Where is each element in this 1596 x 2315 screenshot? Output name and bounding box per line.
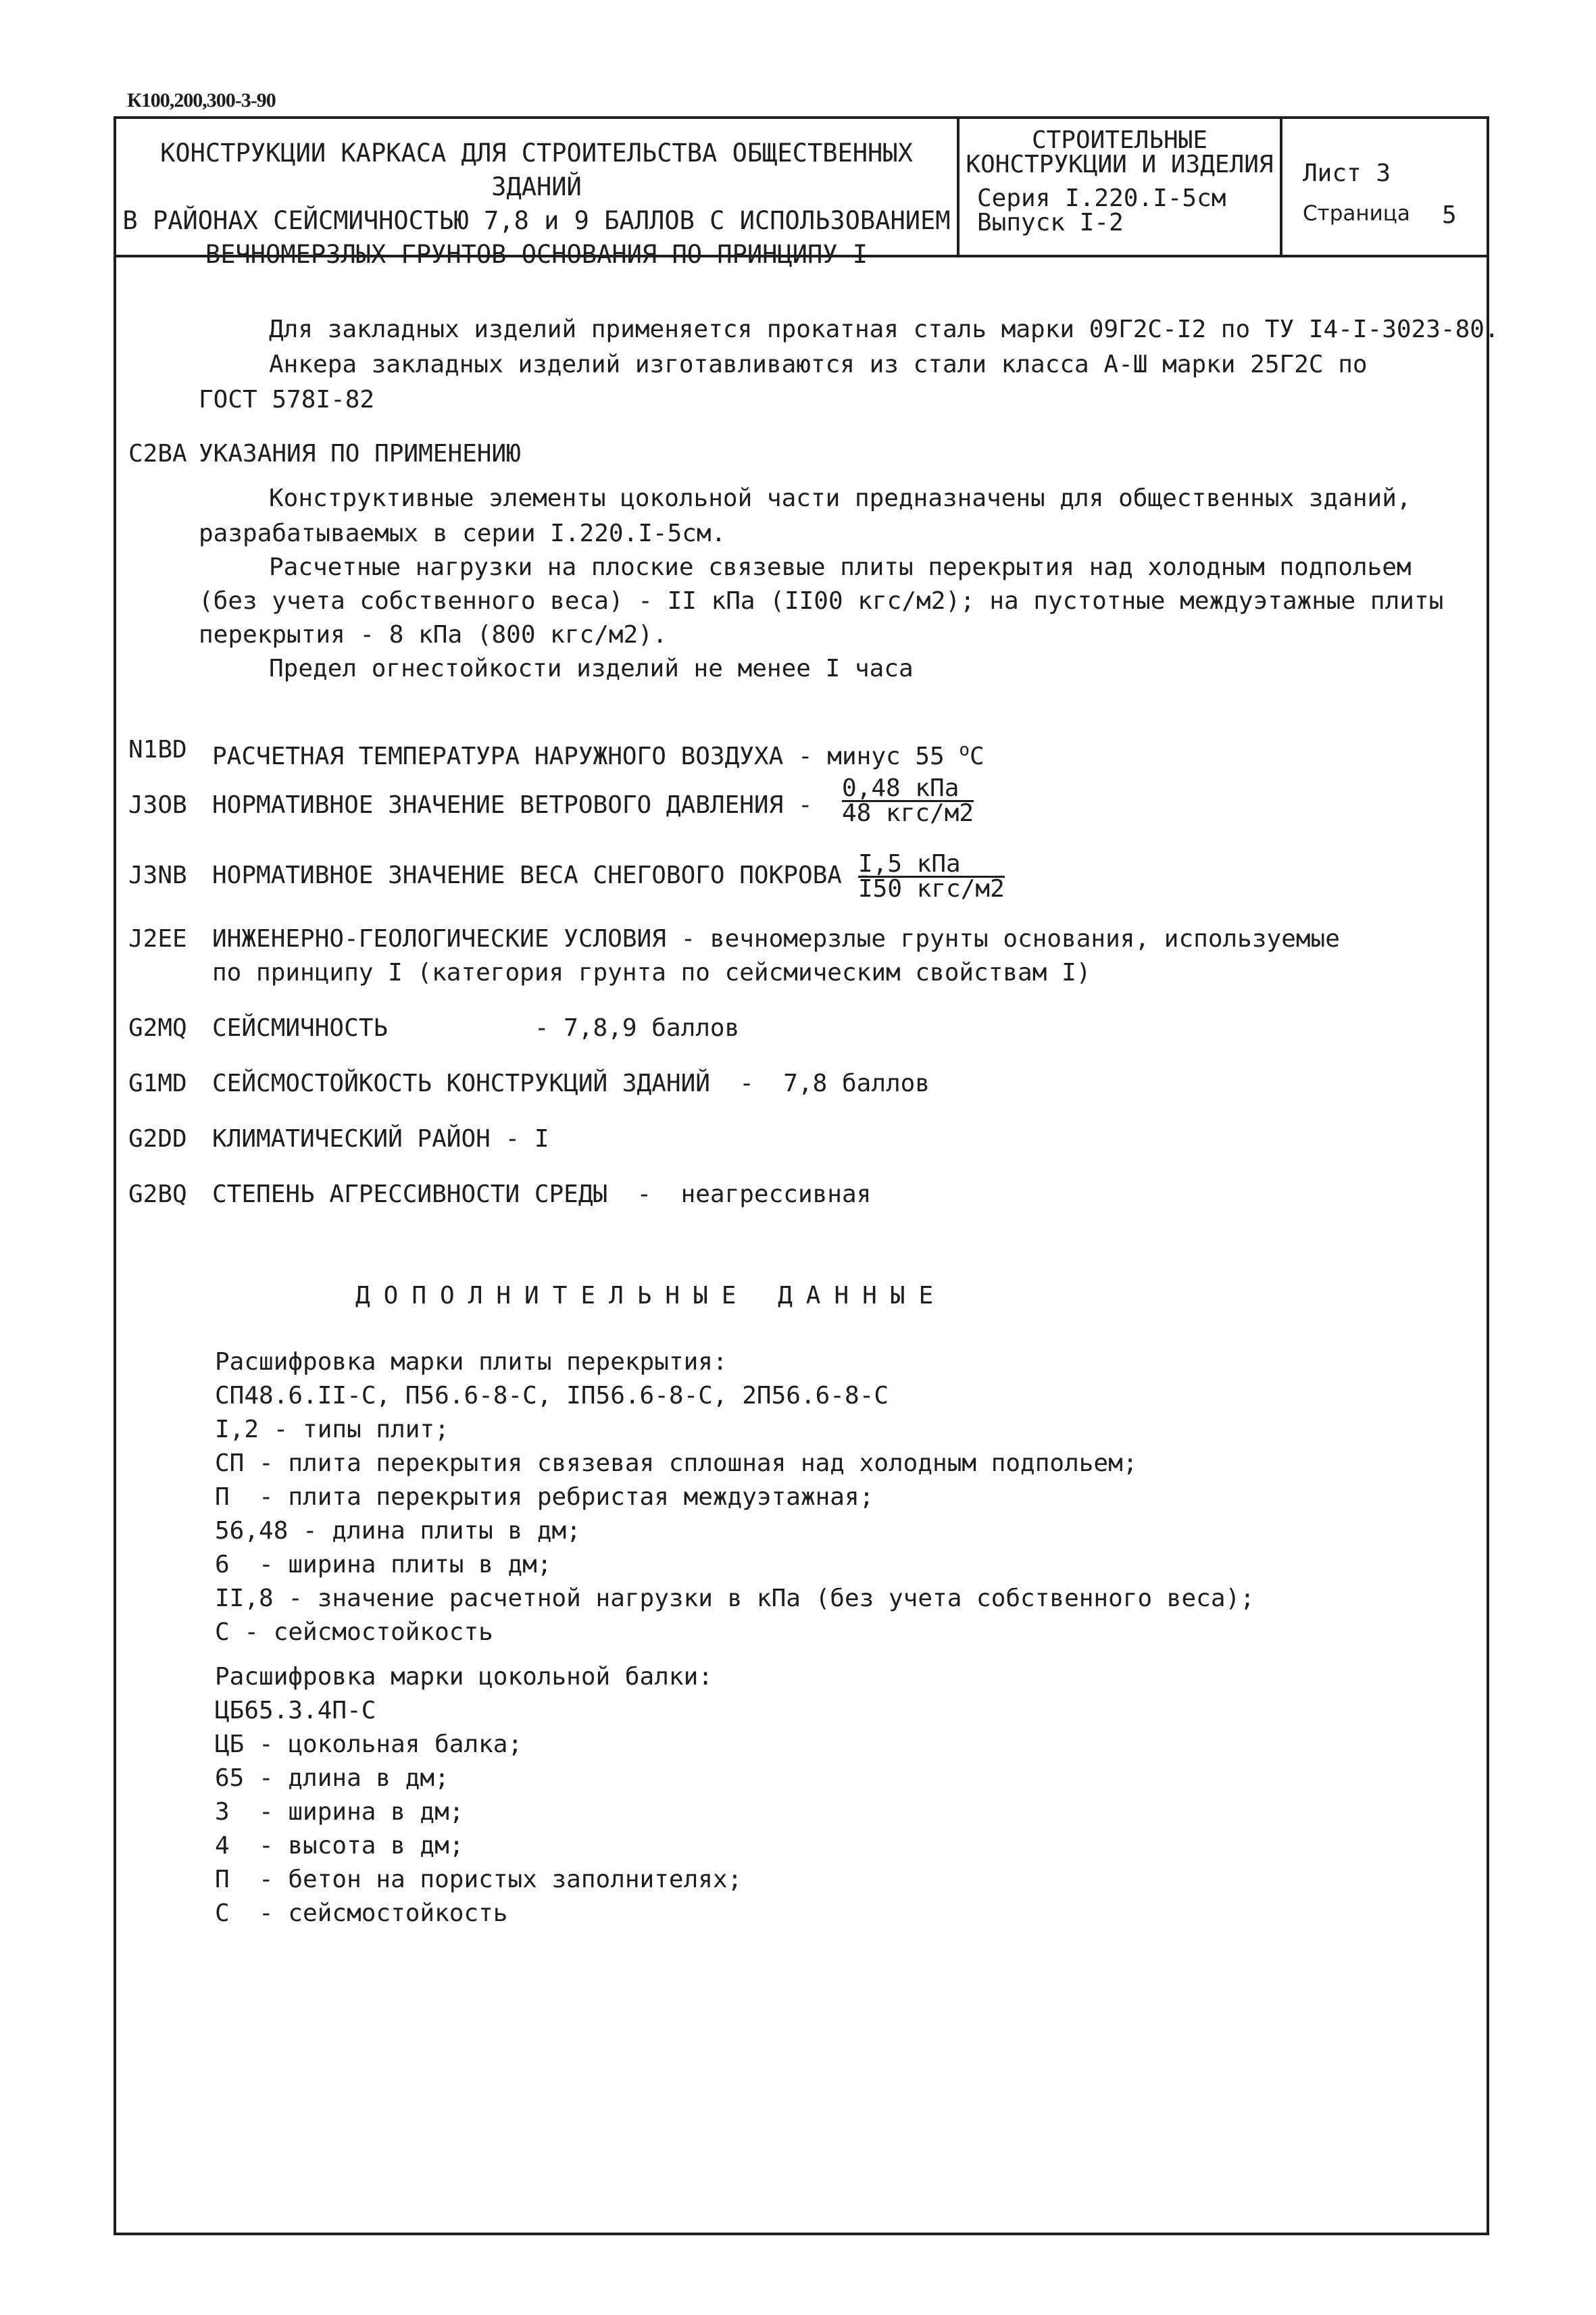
page-number: 5 [1442, 201, 1457, 229]
param-code: G1MD [128, 1070, 187, 1097]
beam-line: ЦБ - цокольная балка; [215, 1731, 523, 1758]
title-block [116, 119, 1487, 269]
intro-line: ГОСТ 578I-82 [199, 386, 375, 414]
fraction-denominator: I50 кгс/м2 [858, 875, 1005, 903]
param-label: НОРМАТИВНОЕ ЗНАЧЕНИЕ ВЕТРОВОГО ДАВЛЕНИЯ - [212, 791, 828, 819]
usage-line: Предел огнестойкости изделий не менее I часа [269, 655, 914, 682]
intro-line: Анкера закладных изделий изготавливаются из стали класса А-Ш марки 25Г2С по [269, 351, 1368, 378]
param-code: G2MQ [128, 1014, 187, 1042]
param-code: J2EE [128, 925, 187, 953]
slab-line: С - сейсмостойкость [215, 1618, 493, 1646]
beam-line: 65 - длина в дм; [215, 1764, 449, 1792]
series-head-line: КОНСТРУКЦИИ И ИЗДЕЛИЯ [966, 151, 1274, 178]
param-label: СТЕПЕНЬ АГРЕССИВНОСТИ СРЕДЫ - неагрессивная [212, 1180, 872, 1208]
additional-heading: ДОПОЛНИТЕЛЬНЫЕ ДАННЫЕ [355, 1282, 947, 1310]
page-label: Страница [1303, 201, 1410, 226]
slab-line: СП48.6.II-С, П56.6-8-С, IП56.6-8-С, 2П56.6-8-С [215, 1382, 889, 1410]
section-code: С2ВА [128, 440, 187, 468]
beam-line: 3 - ширина в дм; [215, 1798, 464, 1826]
usage-line: Расчетные нагрузки на плоские связевые плиты перекрытия над холодным подпольем [269, 553, 1412, 581]
beam-line: Расшифровка марки цокольной балки: [215, 1663, 713, 1691]
param-unit: С [970, 743, 984, 770]
param-label: ИНЖЕНЕРНО-ГЕОЛОГИЧЕСКИЕ УСЛОВИЯ - вечномерзлые грунты основания, используемые [212, 925, 1340, 953]
slab-line: II,8 - значение расчетной нагрузки в кПа (без учета собственного веса); [215, 1585, 1255, 1612]
issue-number: Выпуск I-2 [977, 209, 1124, 237]
param-code: N1BD [128, 736, 187, 764]
beam-line: П - бетон на пористых заполнителях; [215, 1866, 743, 1893]
margin-mark [114, 1473, 116, 1500]
slab-line: I,2 - типы плит; [215, 1416, 449, 1443]
stamp-series [959, 119, 1282, 255]
usage-line: Конструктивные элементы цокольной части предназначены для общественных зданий, [269, 484, 1412, 512]
param-code: G2DD [128, 1125, 187, 1153]
slab-line: 56,48 - длина плиты в дм; [215, 1517, 581, 1545]
stamp-title [116, 119, 959, 269]
param-label: СЕЙСМИЧНОСТЬ - 7,8,9 баллов [212, 1014, 740, 1042]
beam-line: 4 - высота в дм; [215, 1832, 464, 1860]
stamp-title-line: В РАЙОНАХ СЕЙСМИЧНОСТЬЮ 7,8 и 9 БАЛЛОВ С ИСПОЛЬЗОВАНИЕМ [122, 206, 951, 235]
param-code: G2BQ [128, 1180, 187, 1208]
param-label: КЛИМАТИЧЕСКИЙ РАЙОН - I [212, 1125, 549, 1153]
fraction-denominator: 48 кгс/м2 [842, 799, 974, 827]
sheet-number: Лист 3 [1303, 159, 1391, 187]
param-label: СЕЙСМОСТОЙКОСТЬ КОНСТРУКЦИЙ ЗДАНИЙ - 7,8 баллов [212, 1070, 930, 1097]
fraction-numerator: 0,48 кПа [842, 777, 974, 802]
series-head-line: СТРОИТЕЛЬНЫЕ [1031, 126, 1208, 154]
fraction-numerator: I,5 кПа [858, 853, 1005, 878]
section-title: УКАЗАНИЯ ПО ПРИМЕНЕНИЮ [199, 440, 521, 468]
beam-line: С - сейсмостойкость [215, 1899, 508, 1927]
param-label: РАСЧЕТНАЯ ТЕМПЕРАТУРА НАРУЖНОГО ВОЗДУХА - минус 55 [212, 743, 959, 770]
stamp-title-line: ВЕЧНОМЕРЗЛЫХ ГРУНТОВ ОСНОВАНИЯ ПО ПРИНЦИПУ I [205, 240, 868, 269]
param-label: НОРМАТИВНОЕ ЗНАЧЕНИЕ ВЕСА СНЕГОВОГО ПОКРОВА - [212, 862, 886, 889]
param-label-continued: по принципу I (категория грунта по сейсмическим свойствам I) [212, 959, 1091, 987]
param-code: J3NB [128, 862, 187, 889]
stamp-title-line: КОНСТРУКЦИИ КАРКАСА ДЛЯ СТРОИТЕЛЬСТВА ОБЩЕСТВЕННЫХ ЗДАНИЙ [160, 139, 913, 201]
param-text [212, 737, 984, 770]
usage-line: перекрытия - 8 кПа (800 кгс/м2). [199, 621, 668, 649]
slab-line: П - плита перекрытия ребристая междуэтажная; [215, 1483, 874, 1511]
document-code: К100,200,300-3-90 [127, 89, 276, 111]
series-number: Серия I.220.I-5см [977, 184, 1226, 212]
usage-line: (без учета собственного веса) - II кПа (II00 кгс/м2); на пустотные междуэтажные плиты [199, 587, 1444, 615]
snow-load-fraction [858, 850, 1005, 903]
intro-line: Для закладных изделий применяется прокатная сталь марки 09Г2С-I2 по ТУ I4-I-3023-80. [269, 316, 1499, 343]
beam-line: ЦБ65.3.4П-С [215, 1697, 376, 1724]
slab-line: СП - плита перекрытия связевая сплошная над холодным подпольем; [215, 1449, 1138, 1477]
slab-line: 6 - ширина плиты в дм; [215, 1551, 552, 1578]
usage-line: разрабатываемых в серии I.220.I-5см. [199, 520, 726, 547]
wind-pressure-fraction [842, 774, 974, 827]
degree-sign: о [959, 740, 970, 760]
slab-line: Расшифровка марки плиты перекрытия: [215, 1348, 728, 1376]
param-code: J3OB [128, 791, 187, 819]
stamp-sheet [1282, 119, 1492, 255]
